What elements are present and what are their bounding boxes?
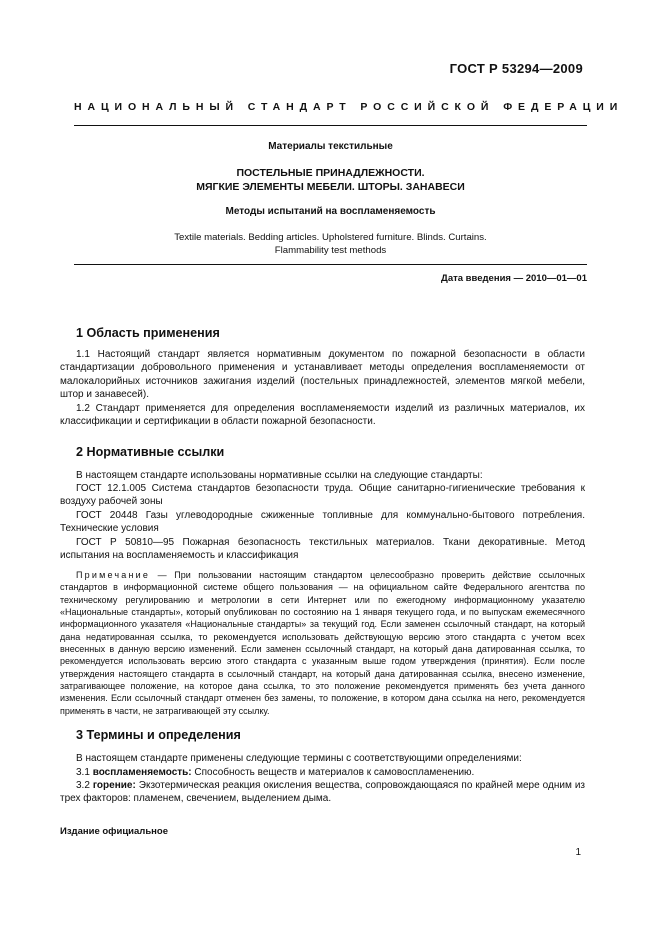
section-3-intro: В настоящем стандарте применены следующие термины с соответствующими определениями: [76,753,522,764]
page-number: 1 [575,847,581,858]
term-3-1 [60,766,585,779]
section-1-paragraph-1: 1.1 Настоящий стандарт является нормативным документом по пожарной безопасности в области стандартизации добровольного применения и устанавливает методы определения воспламеняемости от малокалорийных источников зажигания изделий (постельных принадлежностей, элементов мягкой мебели, штор и занавесей). [60,349,585,401]
title-methods: Методы испытаний на воспламеняемость [225,206,436,217]
introduction-date: Дата введения — 2010—01—01 [441,273,587,284]
term-3-1-definition: Способность веществ и материалов к самовоспламенению. [191,767,475,778]
note-label: Примечание [76,570,151,580]
header-rule [74,125,587,126]
section-2-reference-3: ГОСТ Р 50810—95 Пожарная безопасность текстильных материалов. Ткани декоративные. Метод испытания на воспламеняемость и классификация [60,537,585,562]
title-rule [74,264,587,265]
note-text: — При пользовании настоящим стандартом целесообразно проверить действие ссылочных стандартов в информационной системе общего пользования — на официальном сайте Федерального агентства по техническому регулированию и метрологии в сети Интернет или по ежегодному информационному указателю «Национальные стандарты», который опубликован по состоянию на 1 января текущего года, и по выпускам ежемесячного информационного указателя «Национальные стандарты» за текущий год. Если заменен ссылочный стандарт, на который дана недатированная ссылка, то рекомендуется использовать действующую версию этого стандарта с учетом всех внесенных в данную версию изменений. Если заменен ссылочный стандарт, на который дана датированная ссылка, то рекомендуется использовать версию этого стандарта с указанным выше годом утверждения (принятия). Если после утверждения настоящего стандарта в ссылочный стандарт, на который дана датированная ссылка, внесено изменение, затрагивающее положение, на которое дана ссылка, то это положение рекомендуется применять без учета данного изменения. Если ссылочный стандарт отменен без замены, то положение, в котором дана ссылка на него, рекомендуется применять в части, не затрагивающей эту ссылку. [60,570,585,716]
section-2-reference-1: ГОСТ 12.1.005 Система стандартов безопасности труда. Общие санитарно-гигиенические требования к воздуху рабочей зоны [60,483,585,508]
title-main-line2: МЯГКИЕ ЭЛЕМЕНТЫ МЕБЕЛИ. ШТОРЫ. ЗАНАВЕСИ [196,181,465,193]
term-3-1-number: 3.1 [76,767,93,778]
section-2-intro: В настоящем стандарте использованы нормативные ссылки на следующие стандарты: [76,470,483,481]
term-3-2 [60,779,585,806]
title-main-line1: ПОСТЕЛЬНЫЕ ПРИНАДЛЕЖНОСТИ. [236,167,425,179]
title-materials: Материалы текстильные [268,141,393,152]
official-edition-label: Издание официальное [60,826,168,837]
title-english-line2: Flammability test methods [274,244,387,256]
term-3-1-term: воспламеняемость: [92,767,192,778]
section-2-reference-2: ГОСТ 20448 Газы углеводородные сжиженные топливные для коммунально-бытового потребления. Технические условия [60,510,585,535]
section-1-paragraph-2: 1.2 Стандарт применяется для определения воспламеняемости изделий из различных материалов, их классификации и сертификации в области пожарной безопасности. [60,403,585,428]
term-3-2-definition: Экзотермическая реакция окисления вещества, сопровождающаяся по крайней мере одним из трех факторов: пламенем, свечением, выделением дыма. [60,780,585,805]
section-3-heading: 3 Термины и определения [76,728,241,742]
section-2-note [60,569,585,717]
term-3-2-number: 3.2 [76,780,93,791]
title-main [74,166,587,194]
title-english [74,232,587,257]
section-2-heading: 2 Нормативные ссылки [76,445,225,459]
national-standard-title: НАЦИОНАЛЬНЫЙ СТАНДАРТ РОССИЙСКОЙ ФЕДЕРАЦИИ [74,101,624,113]
term-3-2-term: горение: [92,780,136,791]
standard-number: ГОСТ Р 53294—2009 [449,61,583,76]
title-english-line1: Textile materials. Bedding articles. Upholstered furniture. Blinds. Curtains. [174,232,487,243]
section-1-heading: 1 Область применения [76,326,220,340]
